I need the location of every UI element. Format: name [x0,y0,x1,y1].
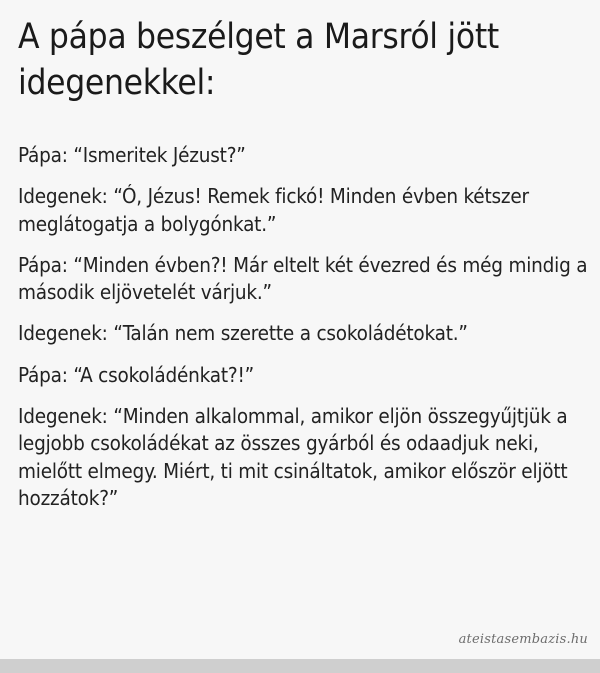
dialogue-line [18,142,593,169]
dialogue-line [18,252,593,307]
dialogue-line [18,183,593,238]
dialogue-line [18,403,593,512]
speaker-label: Pápa: [18,252,68,277]
meme-title: A pápa beszélget a Marsról jött idegenekkel: [18,17,499,103]
dialogue-text: “Minden alkalommal, amikor eljön összegyűjtjük a legjobb csokoládékat az összes gyárból és odaadjuk neki, mielőtt elmegy. Miért, ti mit csináltatok, amikor először eljött hozzátok?” [18,404,568,510]
dialogue-text: “Ó, Jézus! Remek fickó! Minden évben kétszer meglátogatja a bolygónkat.” [18,184,529,236]
dialogue [18,142,593,526]
dialogue-text: “Minden évben?! Már eltelt két évezred és még mindig a második eljövetelét várjuk.” [18,252,588,305]
dialogue-line [18,320,593,347]
speaker-label: Idegenek: [18,184,108,209]
speaker-label: Idegenek: [18,404,108,429]
bottom-strip [0,659,600,673]
speaker-label: Pápa: [18,143,68,167]
dialogue-text: “A csokoládénkat?!” [67,362,254,387]
speaker-label: Pápa: [18,362,68,387]
dialogue-text: “Ismeritek Jézust?” [67,143,246,167]
speaker-label: Idegenek: [18,321,108,346]
dialogue-line [18,362,593,389]
dialogue-text: “Talán nem szerette a csokoládétokat.” [107,321,468,346]
watermark: ateistasembazis.hu [458,632,588,647]
